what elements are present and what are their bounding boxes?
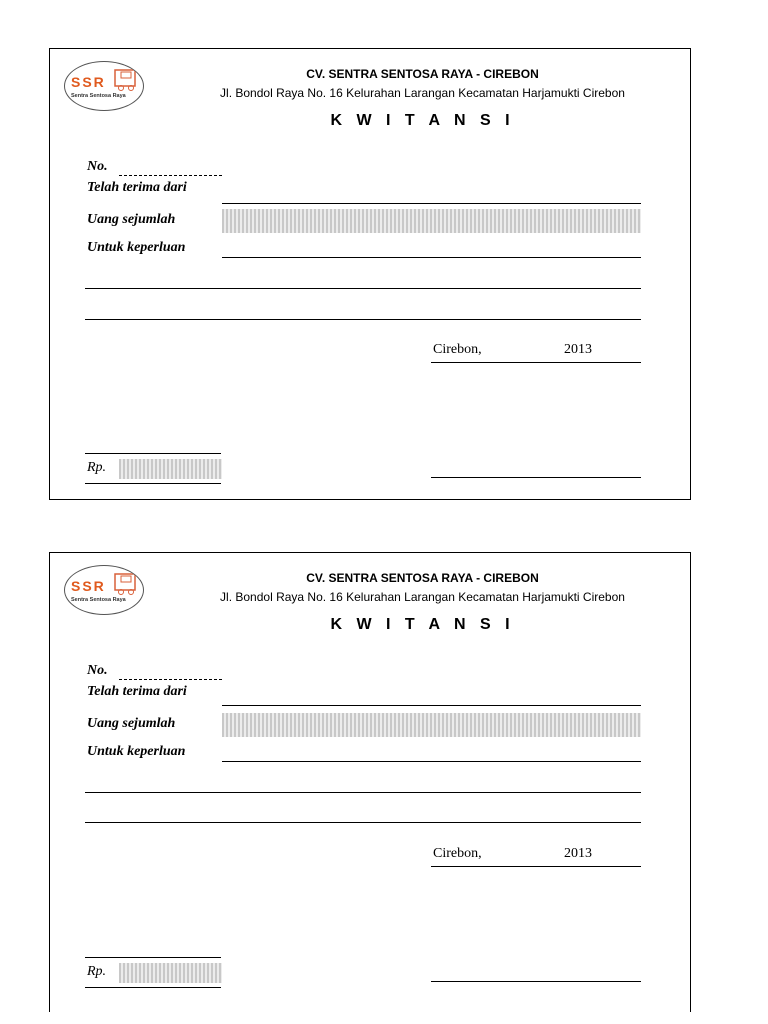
purpose-line-3[interactable]	[85, 319, 641, 320]
received-from-field[interactable]	[222, 705, 641, 706]
document-title: K W I T A N S I	[330, 616, 515, 633]
company-logo	[64, 61, 144, 111]
logo-tagline: Sentra Sentosa Raya	[71, 93, 126, 99]
rupiah-label: Rp.	[87, 460, 107, 475]
company-name: CV. SENTRA SENTOSA RAYA - CIREBON	[306, 67, 539, 81]
receipt-number-label: No.	[87, 663, 108, 678]
amount-box-bottom	[85, 987, 221, 988]
date-line[interactable]	[431, 362, 641, 363]
purpose-field[interactable]	[222, 257, 641, 258]
amount-label: Uang sejumlah	[87, 212, 176, 227]
place-label: Cirebon,	[433, 846, 482, 861]
company-logo	[64, 565, 144, 615]
document-title: K W I T A N S I	[330, 112, 515, 129]
amount-box-bottom	[85, 483, 221, 484]
amount-box-top	[85, 453, 221, 454]
purpose-label: Untuk keperluan	[87, 240, 186, 255]
receipt-number-field[interactable]	[119, 175, 222, 176]
purpose-line-2[interactable]	[85, 288, 641, 289]
amount-number-field[interactable]	[119, 963, 222, 983]
received-from-field[interactable]	[222, 203, 641, 204]
company-address: Jl. Bondol Raya No. 16 Kelurahan Larangan Kecamatan Harjamukti Cirebon	[220, 86, 625, 100]
received-from-label: Telah terima dari	[87, 684, 187, 699]
amount-in-words-field[interactable]	[222, 713, 641, 737]
purpose-line-2[interactable]	[85, 792, 641, 793]
signature-line[interactable]	[431, 477, 641, 478]
rupiah-label: Rp.	[87, 964, 107, 979]
receipt-form	[49, 552, 691, 1012]
company-address: Jl. Bondol Raya No. 16 Kelurahan Larangan Kecamatan Harjamukti Cirebon	[220, 590, 625, 604]
purpose-label: Untuk keperluan	[87, 744, 186, 759]
amount-box-top	[85, 957, 221, 958]
amount-number-field[interactable]	[119, 459, 222, 479]
receipt-number-field[interactable]	[119, 679, 222, 680]
receipt-number-label: No.	[87, 159, 108, 174]
year-label: 2013	[564, 846, 592, 861]
company-name: CV. SENTRA SENTOSA RAYA - CIREBON	[306, 571, 539, 585]
logo-tagline: Sentra Sentosa Raya	[71, 597, 126, 603]
signature-line[interactable]	[431, 981, 641, 982]
date-line[interactable]	[431, 866, 641, 867]
receipt-form	[49, 48, 691, 500]
purpose-line-3[interactable]	[85, 822, 641, 823]
logo-letters: SSR	[71, 74, 106, 90]
received-from-label: Telah terima dari	[87, 180, 187, 195]
logo-letters: SSR	[71, 578, 106, 594]
amount-in-words-field[interactable]	[222, 209, 641, 233]
place-label: Cirebon,	[433, 342, 482, 357]
amount-label: Uang sejumlah	[87, 716, 176, 731]
purpose-field[interactable]	[222, 761, 641, 762]
year-label: 2013	[564, 342, 592, 357]
